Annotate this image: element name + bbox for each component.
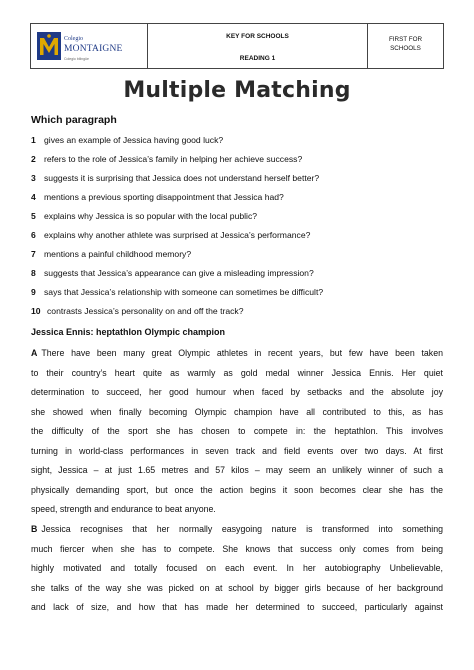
page-title: Multiple Matching (123, 78, 351, 103)
question-number: 1 (31, 135, 36, 145)
question-number: 7 (31, 249, 36, 259)
paragraph-label: B (31, 524, 38, 534)
question-item (31, 211, 257, 221)
key-for-schools-label: KEY FOR SCHOOLS (226, 33, 289, 40)
question-item (31, 306, 244, 316)
logo-text-tagline: Colegio bilingüe (64, 57, 89, 61)
question-item (31, 249, 191, 259)
question-text: explains why another athlete was surprised at Jessica’s performance? (44, 230, 311, 240)
paragraph-b (31, 520, 443, 618)
paragraph-line: turning in world-class performances in seven track and field events over two days. At first (31, 445, 443, 456)
paragraph-line: sight, Jessica – at just 1.65 metres and 57 kilos – may seem an unlikely winner of such a (31, 465, 443, 475)
question-item (31, 268, 314, 278)
question-text: contrasts Jessica’s personality on and off the track? (47, 306, 244, 316)
first-for-schools-label (368, 35, 443, 53)
paragraph-line: highly motivated and totally focused on each event. In her autobiography Unbelievable, (31, 563, 443, 573)
paragraph-line: and lack of size, and how that has made her determined to succeed, particularly against (31, 602, 443, 612)
question-item (31, 154, 302, 164)
logo-text-montaigne: MONTAIGNE (64, 44, 123, 54)
paragraph-text: Jessica recognises that her normally easygoing nature is transformed into something (41, 524, 443, 534)
reading-label: READING 1 (239, 55, 276, 62)
question-item (31, 192, 284, 202)
question-text: mentions a previous sporting disappointment that Jessica had? (44, 192, 284, 202)
logo-cell (31, 24, 148, 68)
question-number: 9 (31, 287, 36, 297)
question-number: 4 (31, 192, 36, 202)
article-title: Jessica Ennis: heptathlon Olympic champion (31, 327, 226, 337)
question-text: suggests that Jessica’s appearance can give a misleading impression? (44, 268, 314, 278)
level-cell (368, 24, 443, 68)
question-item (31, 287, 323, 297)
question-item (31, 135, 223, 145)
paragraph-line: speed, strength and endurance to beat anyone. (31, 504, 216, 514)
question-text: explains why Jessica is so popular with the local public? (44, 211, 258, 221)
question-text: says that Jessica’s relationship with someone can sometimes be difficult? (44, 287, 324, 297)
paragraph-line: she showed when finally becoming Olympic champion have all contributed to this, as has (31, 406, 443, 417)
question-number: 6 (31, 230, 36, 240)
paragraph-line: the difficulty of the sport she has chosen to compete in: the heptathlon. This involves (31, 426, 443, 436)
question-number: 8 (31, 268, 36, 278)
paragraph-line (31, 520, 443, 540)
exam-info-cell (148, 24, 368, 68)
which-paragraph-heading: Which paragraph (31, 114, 117, 126)
question-number: 3 (31, 173, 36, 183)
question-text: gives an example of Jessica having good luck? (44, 135, 224, 145)
question-number: 2 (31, 154, 36, 164)
question-text: mentions a painful childhood memory? (44, 249, 192, 259)
logo-text-colegio: Colegio (64, 36, 83, 42)
paragraph-line: to their country’s heart quite as warmly as gold medal winner Jessica Ennis. Her quiet (31, 367, 443, 378)
first-for-schools-line1: FIRST FOR (388, 36, 423, 43)
paragraph-line: physically demanding sport, but once the action begins it soon becomes clear she has the (31, 484, 443, 495)
paragraph-a (31, 344, 443, 520)
question-text: suggests it is surprising that Jessica does not understand herself better? (44, 173, 320, 183)
question-item (31, 173, 319, 183)
paragraph-text: There have been many great Olympic athletes in recent years, but few have been taken (41, 348, 443, 358)
montaigne-logo-icon (37, 32, 61, 60)
first-for-schools-line2: SCHOOLS (390, 45, 421, 52)
question-item (31, 230, 310, 240)
question-number: 10 (31, 306, 41, 316)
header-table (30, 23, 444, 69)
question-text: refers to the role of Jessica’s family in helping her achieve success? (44, 154, 303, 164)
paragraph-line (31, 344, 443, 364)
question-number: 5 (31, 211, 36, 221)
paragraph-line: determination to succeed, her good humour when faced by setbacks and the absolute joy (31, 387, 443, 397)
paragraph-line: much fiercer when she has to compete. She knows that success only comes from being (31, 543, 443, 554)
paragraph-label: A (31, 348, 38, 358)
paragraph-line: she talks of the way she was picked on at school by bigger girls because of her background (31, 582, 443, 593)
